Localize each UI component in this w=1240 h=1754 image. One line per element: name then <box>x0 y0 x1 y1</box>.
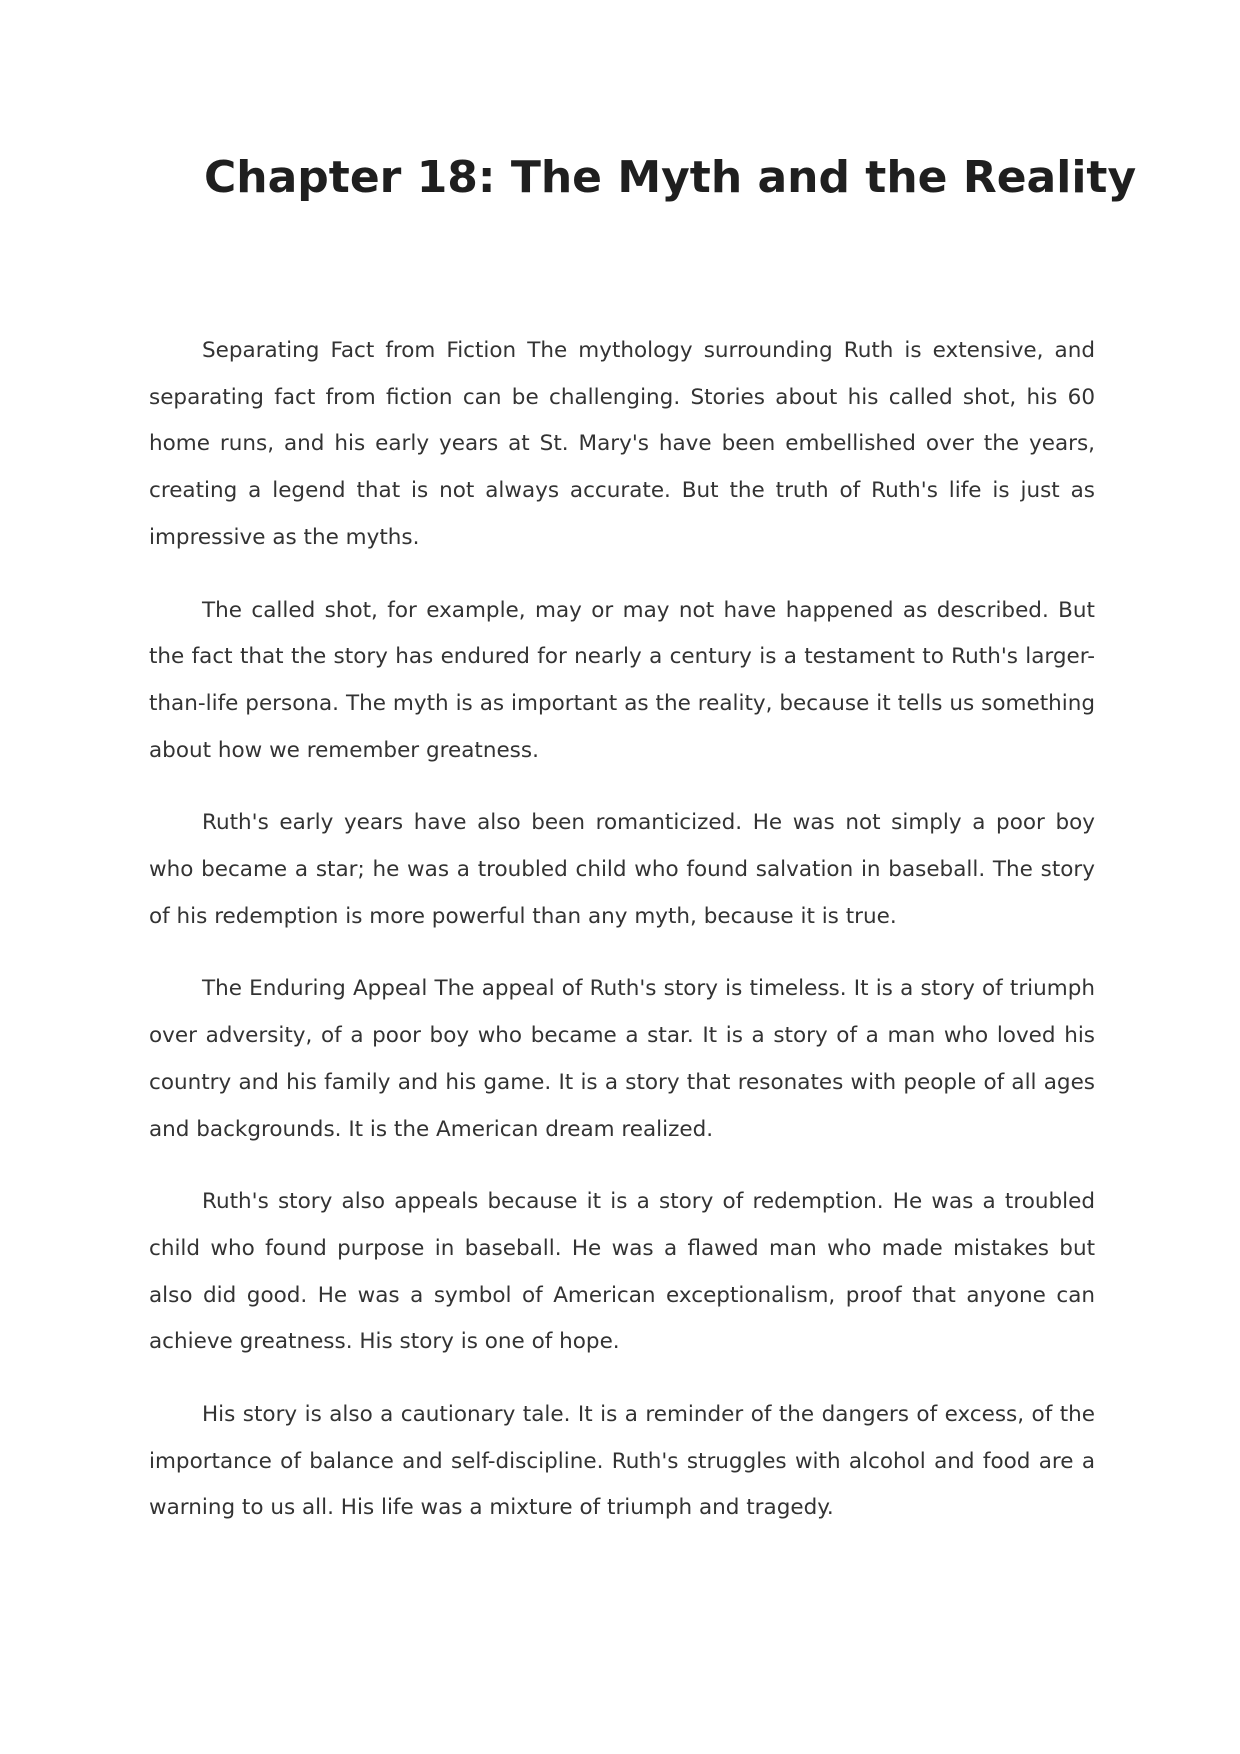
chapter-body <box>149 328 1095 1558</box>
paragraph-5: Ruth's story also appeals because it is a story of redemption. He was a troubled child who found purpose in baseball. He was a flawed man who made mistakes but also did good. He was a symbol of American exceptionalism, proof that anyone can achieve greatness. His story is one of hope. <box>149 1189 1095 1355</box>
paragraph-3: Ruth's early years have also been romanticized. He was not simply a poor boy who became a star; he was a troubled child who found salvation in baseball. The story of his redemption is more powerful than any myth, because it is true. <box>149 810 1095 929</box>
paragraph-6: His story is also a cautionary tale. It is a reminder of the dangers of excess, of the importance of balance and self-discipline. Ruth's struggles with alcohol and food are a warning to us all. His life was a mixture of triumph and tragedy. <box>149 1402 1095 1521</box>
paragraph-1: Separating Fact from Fiction The mythology surrounding Ruth is extensive, and separating fact from fiction can be challenging. Stories about his called shot, his 60 home runs, and his early years at St. Mary's have been embellished over the years, creating a legend that is not always accurate. But the truth of Ruth's life is just as impressive as the myths. <box>149 338 1095 550</box>
chapter-title: Chapter 18: The Myth and the Reality <box>204 152 1137 203</box>
paragraph-2: The called shot, for example, may or may not have happened as described. But the fact that the story has endured for nearly a century is a testament to Ruth's larger-than-life persona. The myth is as important as the reality, because it tells us something about how we remember greatness. <box>149 597 1095 763</box>
paragraph-4: The Enduring Appeal The appeal of Ruth's story is timeless. It is a story of triumph over adversity, of a poor boy who became a star. It is a story of a man who loved his country and his family and his game. It is a story that resonates with people of all ages and backgrounds. It is the American dream realized. <box>149 976 1095 1142</box>
